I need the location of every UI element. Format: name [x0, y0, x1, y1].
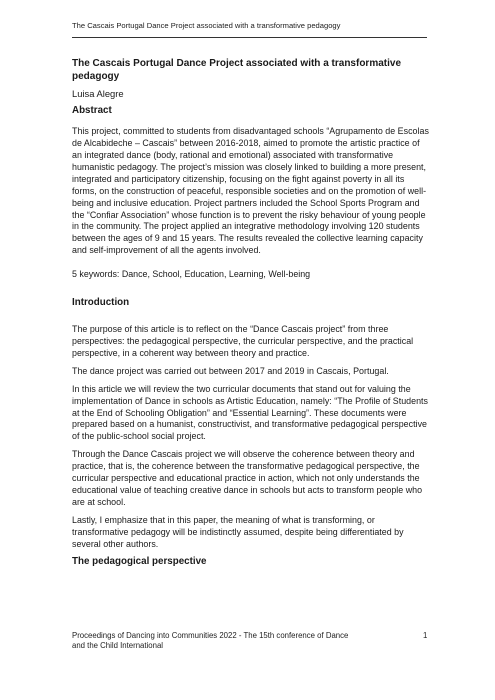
running-header: The Cascais Portugal Dance Project associated with a transformative pedagogy: [72, 21, 341, 30]
intro-paragraph-2: The dance project was carried out between 2017 and 2019 in Cascais, Portugal.: [72, 365, 389, 376]
introduction-heading: Introduction: [72, 297, 130, 309]
footer-text: Proceedings of Dancing into Communities 2022 - The 15th conference of Dance and the Child International: [72, 631, 349, 651]
page-number: 1: [423, 631, 428, 640]
abstract-heading: Abstract: [72, 105, 112, 117]
article-title: The Cascais Portugal Dance Project associated with a transformative pedagogy: [72, 58, 402, 82]
intro-paragraph-3: In this article we will review the two curricular documents that stand out for valuing the implementation of Dance in schools as Artistic Education, namely: “The Profile of Students at the End of Schooling Obligation” and “Essential Learning”. These documents were prepared based on a humanist, constructivist, and transformative pedagogical perspective of the public-school social project.: [72, 383, 428, 442]
author-name: Luisa Alegre: [72, 88, 124, 100]
header-divider: [72, 37, 427, 38]
intro-paragraph-1: The purpose of this article is to reflect on the “Dance Cascais project” from three perspectives: the pedagogical perspective, the curricular perspective, and the practical perspective, in a coherent way between theory and practice.: [72, 324, 414, 358]
article-body: [72, 58, 430, 583]
keywords-line: 5 keywords: Dance, School, Education, Learning, Well-being: [72, 269, 311, 280]
intro-paragraph-4: Through the Dance Cascais project we will observe the coherence between theory and practice, that is, the coherence between the transformative pedagogical perspective, the curricular perspective and educational practice in action, which not only understands the educational value of teaching creative dance in schools but acts to transform people who are at school.: [72, 449, 423, 507]
pedagogical-perspective-heading: The pedagogical perspective: [72, 556, 207, 568]
intro-paragraph-5: Lastly, I emphasize that in this paper, the meaning of what is transforming, or transformative pedagogy will be indistinctly assumed, despite being differentiated by several other authors.: [72, 514, 404, 549]
abstract-text: This project, committed to students from disadvantaged schools “Agrupamento de Escolas de Alcabideche – Cascais” between 2016-2018, aimed to promote the artistic practice of an integrated dance (body, rational and emotional) associated with transformative humanistic pedagogy. The project’s mission was closely linked to building a more present, integrated and participatory citizenship, focusing on the fight against poverty in all its forms, on the construction of peaceful, responsible societies and on the promotion of well-being and inclusive education. Project partners included the School Sports Program and the “Confiar Association” whose function is to prevent the risky behaviour of young people in the community. The project applied an integrative methodology involving 120 students between the ages of 9 and 15 years. The results revealed the collective learning capacity and self-improvement of all the agents involved.: [72, 126, 429, 256]
